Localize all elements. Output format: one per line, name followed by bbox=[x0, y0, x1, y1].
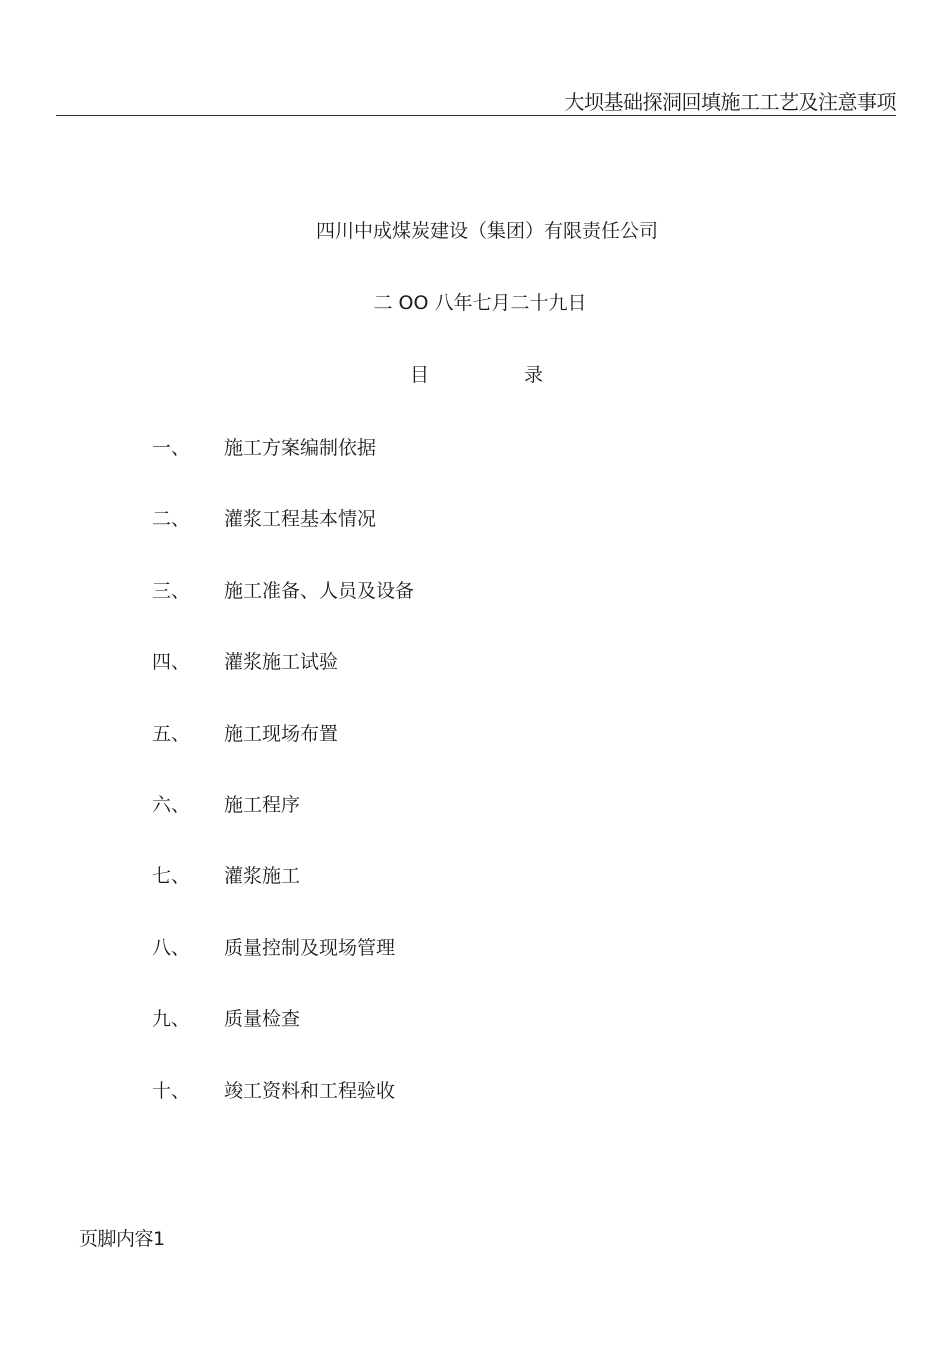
header-title: 大坝基础探洞回填施工工艺及注意事项 bbox=[564, 90, 896, 114]
toc-item-number: 二、 bbox=[152, 508, 191, 531]
document-date: 二 OO 八年七月二十九日 bbox=[373, 292, 587, 314]
toc-item-title: 施工现场布置 bbox=[224, 722, 339, 745]
toc-item-number: 七、 bbox=[152, 865, 191, 888]
toc-item-number: 九、 bbox=[152, 1008, 191, 1031]
toc-item-title: 灌浆施工试验 bbox=[224, 651, 339, 674]
toc-item-number: 五、 bbox=[152, 722, 191, 745]
toc-item-number: 四、 bbox=[152, 651, 191, 674]
toc-item-title: 施工程序 bbox=[224, 793, 301, 816]
toc-heading-left: 目 bbox=[410, 364, 430, 386]
toc-item-title: 施工方案编制依据 bbox=[224, 437, 377, 459]
toc-item-number: 一、 bbox=[152, 437, 191, 459]
toc-heading-right: 录 bbox=[524, 364, 544, 386]
toc-item-number: 八、 bbox=[152, 936, 191, 959]
page-footer: 页脚内容1 bbox=[79, 1228, 165, 1250]
toc-item-number: 六、 bbox=[152, 793, 191, 816]
toc-item-number: 三、 bbox=[152, 579, 191, 602]
toc-item-title: 竣工资料和工程验收 bbox=[224, 1079, 396, 1102]
toc-item-title: 施工准备、人员及设备 bbox=[224, 579, 415, 602]
toc-item-title: 质量控制及现场管理 bbox=[224, 936, 396, 959]
header-divider bbox=[56, 115, 896, 116]
company-name: 四川中成煤炭建设（集团）有限责任公司 bbox=[315, 220, 658, 242]
toc-item-title: 灌浆工程基本情况 bbox=[224, 508, 377, 531]
toc-item-title: 质量检查 bbox=[224, 1008, 301, 1031]
toc-item-number: 十、 bbox=[152, 1079, 191, 1102]
toc-item-title: 灌浆施工 bbox=[224, 865, 301, 888]
